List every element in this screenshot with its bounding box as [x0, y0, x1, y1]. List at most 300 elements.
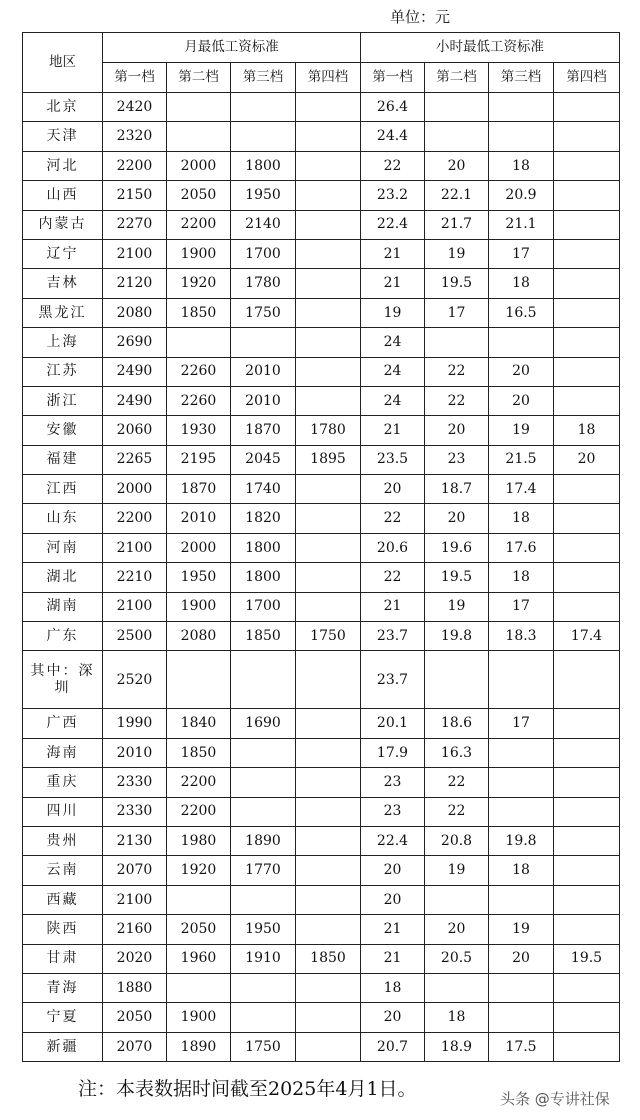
- monthly-tier-1-cell: 2070: [103, 1032, 167, 1061]
- hourly-tier-3-cell: 17: [489, 239, 554, 268]
- hourly-tier-1-cell: 22.4: [361, 826, 425, 855]
- monthly-tier-4-cell: [296, 475, 361, 504]
- monthly-tier-1-cell: 2420: [103, 93, 167, 122]
- monthly-tier-3-cell: 1800: [231, 563, 296, 592]
- monthly-tier-2-cell: 1960: [167, 944, 231, 973]
- monthly-tier-2-cell: 2080: [167, 622, 231, 651]
- table-row: [23, 826, 620, 855]
- hourly-tier-2-cell: 20.5: [425, 944, 489, 973]
- header-region: 地区: [23, 33, 103, 93]
- monthly-tier-2-cell: 1920: [167, 856, 231, 885]
- monthly-tier-1-cell: 2270: [103, 210, 167, 239]
- hourly-tier-4-cell: [554, 298, 620, 327]
- monthly-tier-3-cell: 1770: [231, 856, 296, 885]
- monthly-tier-3-cell: 1820: [231, 504, 296, 533]
- monthly-tier-3-cell: [231, 768, 296, 797]
- monthly-tier-3-cell: 1700: [231, 239, 296, 268]
- hourly-tier-2-cell: 19.8: [425, 622, 489, 651]
- table-row: [23, 269, 620, 298]
- hourly-tier-4-cell: [554, 885, 620, 914]
- table-row: [23, 181, 620, 210]
- hourly-tier-4-cell: [554, 592, 620, 621]
- table-row: [23, 151, 620, 180]
- table-row: [23, 973, 620, 1002]
- monthly-tier-4-cell: 1750: [296, 622, 361, 651]
- hourly-tier-4-cell: [554, 1032, 620, 1061]
- region-cell: 湖北: [23, 563, 103, 592]
- hourly-tier-1-cell: 22: [361, 151, 425, 180]
- hourly-tier-1-cell: 20: [361, 885, 425, 914]
- hourly-tier-4-cell: [554, 328, 620, 357]
- monthly-tier-3-cell: 1950: [231, 915, 296, 944]
- region-cell: 山东: [23, 504, 103, 533]
- table-row: [23, 856, 620, 885]
- hourly-tier-1-cell: 21: [361, 915, 425, 944]
- monthly-tier-3-cell: 2010: [231, 357, 296, 386]
- hourly-tier-2-cell: 20: [425, 416, 489, 445]
- monthly-tier-2-cell: 2195: [167, 445, 231, 474]
- table-row: [23, 445, 620, 474]
- table-row: [23, 1003, 620, 1032]
- monthly-tier-4-cell: [296, 563, 361, 592]
- monthly-tier-4-cell: [296, 504, 361, 533]
- monthly-tier-2-cell: 1870: [167, 475, 231, 504]
- table-row: [23, 915, 620, 944]
- hourly-tier-2-cell: 17: [425, 298, 489, 327]
- hourly-tier-1-cell: 24: [361, 328, 425, 357]
- table-row: [23, 592, 620, 621]
- hourly-tier-1-cell: 22: [361, 504, 425, 533]
- hourly-tier-4-cell: [554, 709, 620, 738]
- header-monthly-tier-2: 第二档: [167, 63, 231, 93]
- hourly-tier-2-cell: 19.6: [425, 533, 489, 562]
- hourly-tier-1-cell: 23.2: [361, 181, 425, 210]
- table-body: [23, 93, 620, 1062]
- monthly-tier-1-cell: 1990: [103, 709, 167, 738]
- hourly-tier-1-cell: 20.1: [361, 709, 425, 738]
- monthly-tier-3-cell: 1910: [231, 944, 296, 973]
- hourly-tier-4-cell: 18: [554, 416, 620, 445]
- hourly-tier-2-cell: [425, 973, 489, 1002]
- header-monthly-tier-4: 第四档: [296, 63, 361, 93]
- monthly-tier-3-cell: [231, 122, 296, 151]
- hourly-tier-1-cell: 21: [361, 239, 425, 268]
- region-cell: 内蒙古: [23, 210, 103, 239]
- hourly-tier-2-cell: 22: [425, 797, 489, 826]
- monthly-tier-4-cell: [296, 181, 361, 210]
- hourly-tier-3-cell: [489, 738, 554, 767]
- region-cell: 贵州: [23, 826, 103, 855]
- hourly-tier-2-cell: 19: [425, 856, 489, 885]
- monthly-tier-4-cell: [296, 973, 361, 1002]
- monthly-tier-4-cell: [296, 651, 361, 709]
- monthly-tier-2-cell: 2000: [167, 151, 231, 180]
- header-monthly-group: 月最低工资标准: [103, 33, 361, 63]
- hourly-tier-3-cell: [489, 885, 554, 914]
- monthly-tier-1-cell: 2490: [103, 386, 167, 415]
- monthly-tier-3-cell: 1780: [231, 269, 296, 298]
- region-cell: 广西: [23, 709, 103, 738]
- monthly-tier-3-cell: 1740: [231, 475, 296, 504]
- hourly-tier-3-cell: 19.8: [489, 826, 554, 855]
- table-row: [23, 357, 620, 386]
- monthly-tier-1-cell: 1880: [103, 973, 167, 1002]
- monthly-tier-2-cell: 2050: [167, 915, 231, 944]
- hourly-tier-1-cell: 19: [361, 298, 425, 327]
- hourly-tier-3-cell: [489, 973, 554, 1002]
- monthly-tier-2-cell: [167, 328, 231, 357]
- hourly-tier-4-cell: [554, 768, 620, 797]
- table-row: [23, 416, 620, 445]
- hourly-tier-4-cell: [554, 181, 620, 210]
- monthly-tier-3-cell: 1800: [231, 151, 296, 180]
- monthly-tier-3-cell: 2010: [231, 386, 296, 415]
- monthly-tier-3-cell: [231, 1003, 296, 1032]
- hourly-tier-1-cell: 26.4: [361, 93, 425, 122]
- table-row: [23, 475, 620, 504]
- hourly-tier-1-cell: 22: [361, 563, 425, 592]
- monthly-tier-1-cell: 2150: [103, 181, 167, 210]
- hourly-tier-1-cell: 22.4: [361, 210, 425, 239]
- monthly-tier-2-cell: 1900: [167, 592, 231, 621]
- region-cell: 湖南: [23, 592, 103, 621]
- hourly-tier-1-cell: 18: [361, 973, 425, 1002]
- monthly-tier-2-cell: 2000: [167, 533, 231, 562]
- monthly-tier-2-cell: 2200: [167, 768, 231, 797]
- hourly-tier-1-cell: 20.7: [361, 1032, 425, 1061]
- hourly-tier-1-cell: 21: [361, 944, 425, 973]
- monthly-tier-2-cell: 1840: [167, 709, 231, 738]
- table-row: [23, 768, 620, 797]
- header-monthly-tier-1: 第一档: [103, 63, 167, 93]
- hourly-tier-4-cell: [554, 357, 620, 386]
- hourly-tier-2-cell: 18.9: [425, 1032, 489, 1061]
- monthly-tier-2-cell: 1900: [167, 1003, 231, 1032]
- monthly-tier-1-cell: 2100: [103, 533, 167, 562]
- hourly-tier-2-cell: 19.5: [425, 563, 489, 592]
- region-cell: 黑龙江: [23, 298, 103, 327]
- monthly-tier-2-cell: 1850: [167, 298, 231, 327]
- monthly-tier-1-cell: 2100: [103, 592, 167, 621]
- hourly-tier-4-cell: [554, 738, 620, 767]
- monthly-tier-1-cell: 2330: [103, 768, 167, 797]
- table-row: [23, 797, 620, 826]
- hourly-tier-2-cell: [425, 328, 489, 357]
- hourly-tier-2-cell: 20: [425, 915, 489, 944]
- table-row: [23, 709, 620, 738]
- monthly-tier-4-cell: [296, 768, 361, 797]
- monthly-tier-3-cell: 1750: [231, 298, 296, 327]
- hourly-tier-2-cell: 22: [425, 357, 489, 386]
- monthly-tier-4-cell: [296, 151, 361, 180]
- region-cell: 上海: [23, 328, 103, 357]
- hourly-tier-1-cell: 21: [361, 592, 425, 621]
- hourly-tier-1-cell: 20.6: [361, 533, 425, 562]
- monthly-tier-1-cell: 2060: [103, 416, 167, 445]
- monthly-tier-3-cell: 1690: [231, 709, 296, 738]
- monthly-tier-1-cell: 2100: [103, 239, 167, 268]
- hourly-tier-3-cell: 21.1: [489, 210, 554, 239]
- monthly-tier-4-cell: 1780: [296, 416, 361, 445]
- hourly-tier-2-cell: 19: [425, 239, 489, 268]
- hourly-tier-4-cell: [554, 826, 620, 855]
- hourly-tier-2-cell: 19.5: [425, 269, 489, 298]
- monthly-tier-3-cell: [231, 651, 296, 709]
- hourly-tier-1-cell: 17.9: [361, 738, 425, 767]
- table-row: [23, 651, 620, 709]
- hourly-tier-4-cell: [554, 797, 620, 826]
- monthly-tier-3-cell: 1750: [231, 1032, 296, 1061]
- hourly-tier-4-cell: [554, 1003, 620, 1032]
- footnote: 注：本表数据时间截至2025年4月1日。: [78, 1078, 417, 1100]
- monthly-tier-4-cell: [296, 122, 361, 151]
- hourly-tier-2-cell: 23: [425, 445, 489, 474]
- region-cell: 福建: [23, 445, 103, 474]
- region-cell: 河北: [23, 151, 103, 180]
- header-hourly-tier-4: 第四档: [554, 63, 620, 93]
- monthly-tier-3-cell: [231, 885, 296, 914]
- region-cell: 辽宁: [23, 239, 103, 268]
- hourly-tier-2-cell: 18: [425, 1003, 489, 1032]
- monthly-tier-4-cell: [296, 239, 361, 268]
- region-cell: 西藏: [23, 885, 103, 914]
- hourly-tier-3-cell: 18.3: [489, 622, 554, 651]
- unit-label: 单位：元: [390, 8, 451, 26]
- monthly-tier-4-cell: [296, 298, 361, 327]
- region-cell: 宁夏: [23, 1003, 103, 1032]
- hourly-tier-1-cell: 20: [361, 475, 425, 504]
- hourly-tier-2-cell: [425, 651, 489, 709]
- hourly-tier-2-cell: 20: [425, 151, 489, 180]
- hourly-tier-4-cell: [554, 504, 620, 533]
- hourly-tier-3-cell: 20: [489, 357, 554, 386]
- hourly-tier-4-cell: [554, 93, 620, 122]
- hourly-tier-4-cell: [554, 210, 620, 239]
- monthly-tier-3-cell: [231, 328, 296, 357]
- table-row: [23, 122, 620, 151]
- header-hourly-tier-3: 第三档: [489, 63, 554, 93]
- hourly-tier-3-cell: 18: [489, 856, 554, 885]
- hourly-tier-3-cell: [489, 651, 554, 709]
- hourly-tier-2-cell: 19: [425, 592, 489, 621]
- hourly-tier-3-cell: [489, 797, 554, 826]
- monthly-tier-1-cell: 2690: [103, 328, 167, 357]
- header-hourly-tier-1: 第一档: [361, 63, 425, 93]
- minimum-wage-table: [22, 32, 620, 1062]
- hourly-tier-3-cell: 18: [489, 151, 554, 180]
- monthly-tier-1-cell: 2120: [103, 269, 167, 298]
- hourly-tier-4-cell: [554, 151, 620, 180]
- monthly-tier-4-cell: [296, 328, 361, 357]
- monthly-tier-4-cell: [296, 1003, 361, 1032]
- hourly-tier-4-cell: [554, 533, 620, 562]
- hourly-tier-1-cell: 21: [361, 416, 425, 445]
- hourly-tier-2-cell: [425, 93, 489, 122]
- hourly-tier-3-cell: 16.5: [489, 298, 554, 327]
- hourly-tier-2-cell: [425, 885, 489, 914]
- hourly-tier-1-cell: 24.4: [361, 122, 425, 151]
- watermark: 头条 @专讲社保: [500, 1090, 610, 1108]
- monthly-tier-4-cell: 1850: [296, 944, 361, 973]
- hourly-tier-3-cell: 20: [489, 944, 554, 973]
- monthly-tier-3-cell: 1850: [231, 622, 296, 651]
- hourly-tier-4-cell: [554, 122, 620, 151]
- hourly-tier-1-cell: 23.5: [361, 445, 425, 474]
- hourly-tier-2-cell: 22: [425, 768, 489, 797]
- monthly-tier-1-cell: 2160: [103, 915, 167, 944]
- monthly-tier-1-cell: 2265: [103, 445, 167, 474]
- table-row: [23, 563, 620, 592]
- monthly-tier-2-cell: 2260: [167, 386, 231, 415]
- table-row: [23, 738, 620, 767]
- table-row: [23, 298, 620, 327]
- table-row: [23, 93, 620, 122]
- monthly-tier-1-cell: 2520: [103, 651, 167, 709]
- hourly-tier-1-cell: 21: [361, 269, 425, 298]
- hourly-tier-4-cell: [554, 651, 620, 709]
- monthly-tier-2-cell: 1900: [167, 239, 231, 268]
- monthly-tier-2-cell: 2010: [167, 504, 231, 533]
- monthly-tier-3-cell: [231, 797, 296, 826]
- hourly-tier-2-cell: [425, 122, 489, 151]
- region-cell: 陕西: [23, 915, 103, 944]
- hourly-tier-3-cell: 19: [489, 416, 554, 445]
- region-cell: 青海: [23, 973, 103, 1002]
- region-cell: 其中：深圳: [23, 651, 103, 709]
- region-cell: 甘肃: [23, 944, 103, 973]
- hourly-tier-2-cell: 22: [425, 386, 489, 415]
- hourly-tier-3-cell: 17: [489, 709, 554, 738]
- hourly-tier-1-cell: 23: [361, 768, 425, 797]
- region-cell: 广东: [23, 622, 103, 651]
- monthly-tier-2-cell: [167, 885, 231, 914]
- region-cell: 天津: [23, 122, 103, 151]
- monthly-tier-1-cell: 2000: [103, 475, 167, 504]
- monthly-tier-2-cell: 1950: [167, 563, 231, 592]
- table-row: [23, 1032, 620, 1061]
- monthly-tier-2-cell: [167, 651, 231, 709]
- monthly-tier-2-cell: [167, 93, 231, 122]
- hourly-tier-2-cell: 18.7: [425, 475, 489, 504]
- table-row: [23, 622, 620, 651]
- hourly-tier-3-cell: [489, 328, 554, 357]
- monthly-tier-2-cell: 2260: [167, 357, 231, 386]
- hourly-tier-1-cell: 24: [361, 386, 425, 415]
- monthly-tier-1-cell: 2020: [103, 944, 167, 973]
- table-row: [23, 239, 620, 268]
- monthly-tier-1-cell: 2070: [103, 856, 167, 885]
- monthly-tier-3-cell: 1870: [231, 416, 296, 445]
- monthly-tier-4-cell: [296, 592, 361, 621]
- monthly-tier-1-cell: 2490: [103, 357, 167, 386]
- monthly-tier-2-cell: 1980: [167, 826, 231, 855]
- monthly-tier-4-cell: [296, 826, 361, 855]
- monthly-tier-1-cell: 2320: [103, 122, 167, 151]
- monthly-tier-1-cell: 2200: [103, 151, 167, 180]
- hourly-tier-4-cell: 20: [554, 445, 620, 474]
- monthly-tier-4-cell: [296, 709, 361, 738]
- monthly-tier-3-cell: 1950: [231, 181, 296, 210]
- hourly-tier-1-cell: 23: [361, 797, 425, 826]
- monthly-tier-3-cell: [231, 93, 296, 122]
- region-cell: 海南: [23, 738, 103, 767]
- monthly-tier-4-cell: [296, 269, 361, 298]
- hourly-tier-4-cell: [554, 475, 620, 504]
- hourly-tier-3-cell: [489, 93, 554, 122]
- hourly-tier-2-cell: 20.8: [425, 826, 489, 855]
- table-row: [23, 328, 620, 357]
- hourly-tier-3-cell: 17.6: [489, 533, 554, 562]
- header-hourly-tier-2: 第二档: [425, 63, 489, 93]
- region-cell: 重庆: [23, 768, 103, 797]
- region-cell: 北京: [23, 93, 103, 122]
- hourly-tier-4-cell: [554, 973, 620, 1002]
- hourly-tier-2-cell: 22.1: [425, 181, 489, 210]
- hourly-tier-4-cell: 17.4: [554, 622, 620, 651]
- region-cell: 吉林: [23, 269, 103, 298]
- monthly-tier-4-cell: [296, 210, 361, 239]
- hourly-tier-4-cell: [554, 563, 620, 592]
- hourly-tier-3-cell: 17.5: [489, 1032, 554, 1061]
- region-cell: 四川: [23, 797, 103, 826]
- hourly-tier-1-cell: 23.7: [361, 622, 425, 651]
- monthly-tier-1-cell: 2130: [103, 826, 167, 855]
- hourly-tier-4-cell: 19.5: [554, 944, 620, 973]
- region-cell: 江苏: [23, 357, 103, 386]
- monthly-tier-1-cell: 2500: [103, 622, 167, 651]
- monthly-tier-4-cell: [296, 885, 361, 914]
- monthly-tier-3-cell: 2045: [231, 445, 296, 474]
- hourly-tier-2-cell: 20: [425, 504, 489, 533]
- hourly-tier-3-cell: 18: [489, 269, 554, 298]
- monthly-tier-1-cell: 2010: [103, 738, 167, 767]
- monthly-tier-1-cell: 2100: [103, 885, 167, 914]
- region-cell: 浙江: [23, 386, 103, 415]
- monthly-tier-1-cell: 2210: [103, 563, 167, 592]
- header-hourly-group: 小时最低工资标准: [361, 33, 620, 63]
- hourly-tier-3-cell: [489, 768, 554, 797]
- table-row: [23, 386, 620, 415]
- monthly-tier-2-cell: 2200: [167, 210, 231, 239]
- monthly-tier-1-cell: 2330: [103, 797, 167, 826]
- monthly-tier-2-cell: 1890: [167, 1032, 231, 1061]
- hourly-tier-4-cell: [554, 239, 620, 268]
- header-monthly-tier-3: 第三档: [231, 63, 296, 93]
- region-cell: 安徽: [23, 416, 103, 445]
- hourly-tier-3-cell: 20.9: [489, 181, 554, 210]
- monthly-tier-4-cell: [296, 533, 361, 562]
- table-row: [23, 504, 620, 533]
- hourly-tier-3-cell: [489, 1003, 554, 1032]
- region-cell: 山西: [23, 181, 103, 210]
- monthly-tier-1-cell: 2050: [103, 1003, 167, 1032]
- hourly-tier-1-cell: 24: [361, 357, 425, 386]
- region-cell: 云南: [23, 856, 103, 885]
- hourly-tier-2-cell: 18.6: [425, 709, 489, 738]
- region-cell: 新疆: [23, 1032, 103, 1061]
- hourly-tier-3-cell: 19: [489, 915, 554, 944]
- monthly-tier-4-cell: [296, 386, 361, 415]
- monthly-tier-3-cell: 1700: [231, 592, 296, 621]
- monthly-tier-4-cell: [296, 797, 361, 826]
- monthly-tier-4-cell: 1895: [296, 445, 361, 474]
- region-cell: 河南: [23, 533, 103, 562]
- monthly-tier-2-cell: 2050: [167, 181, 231, 210]
- hourly-tier-3-cell: 17: [489, 592, 554, 621]
- monthly-tier-2-cell: 1920: [167, 269, 231, 298]
- table-row: [23, 885, 620, 914]
- monthly-tier-4-cell: [296, 93, 361, 122]
